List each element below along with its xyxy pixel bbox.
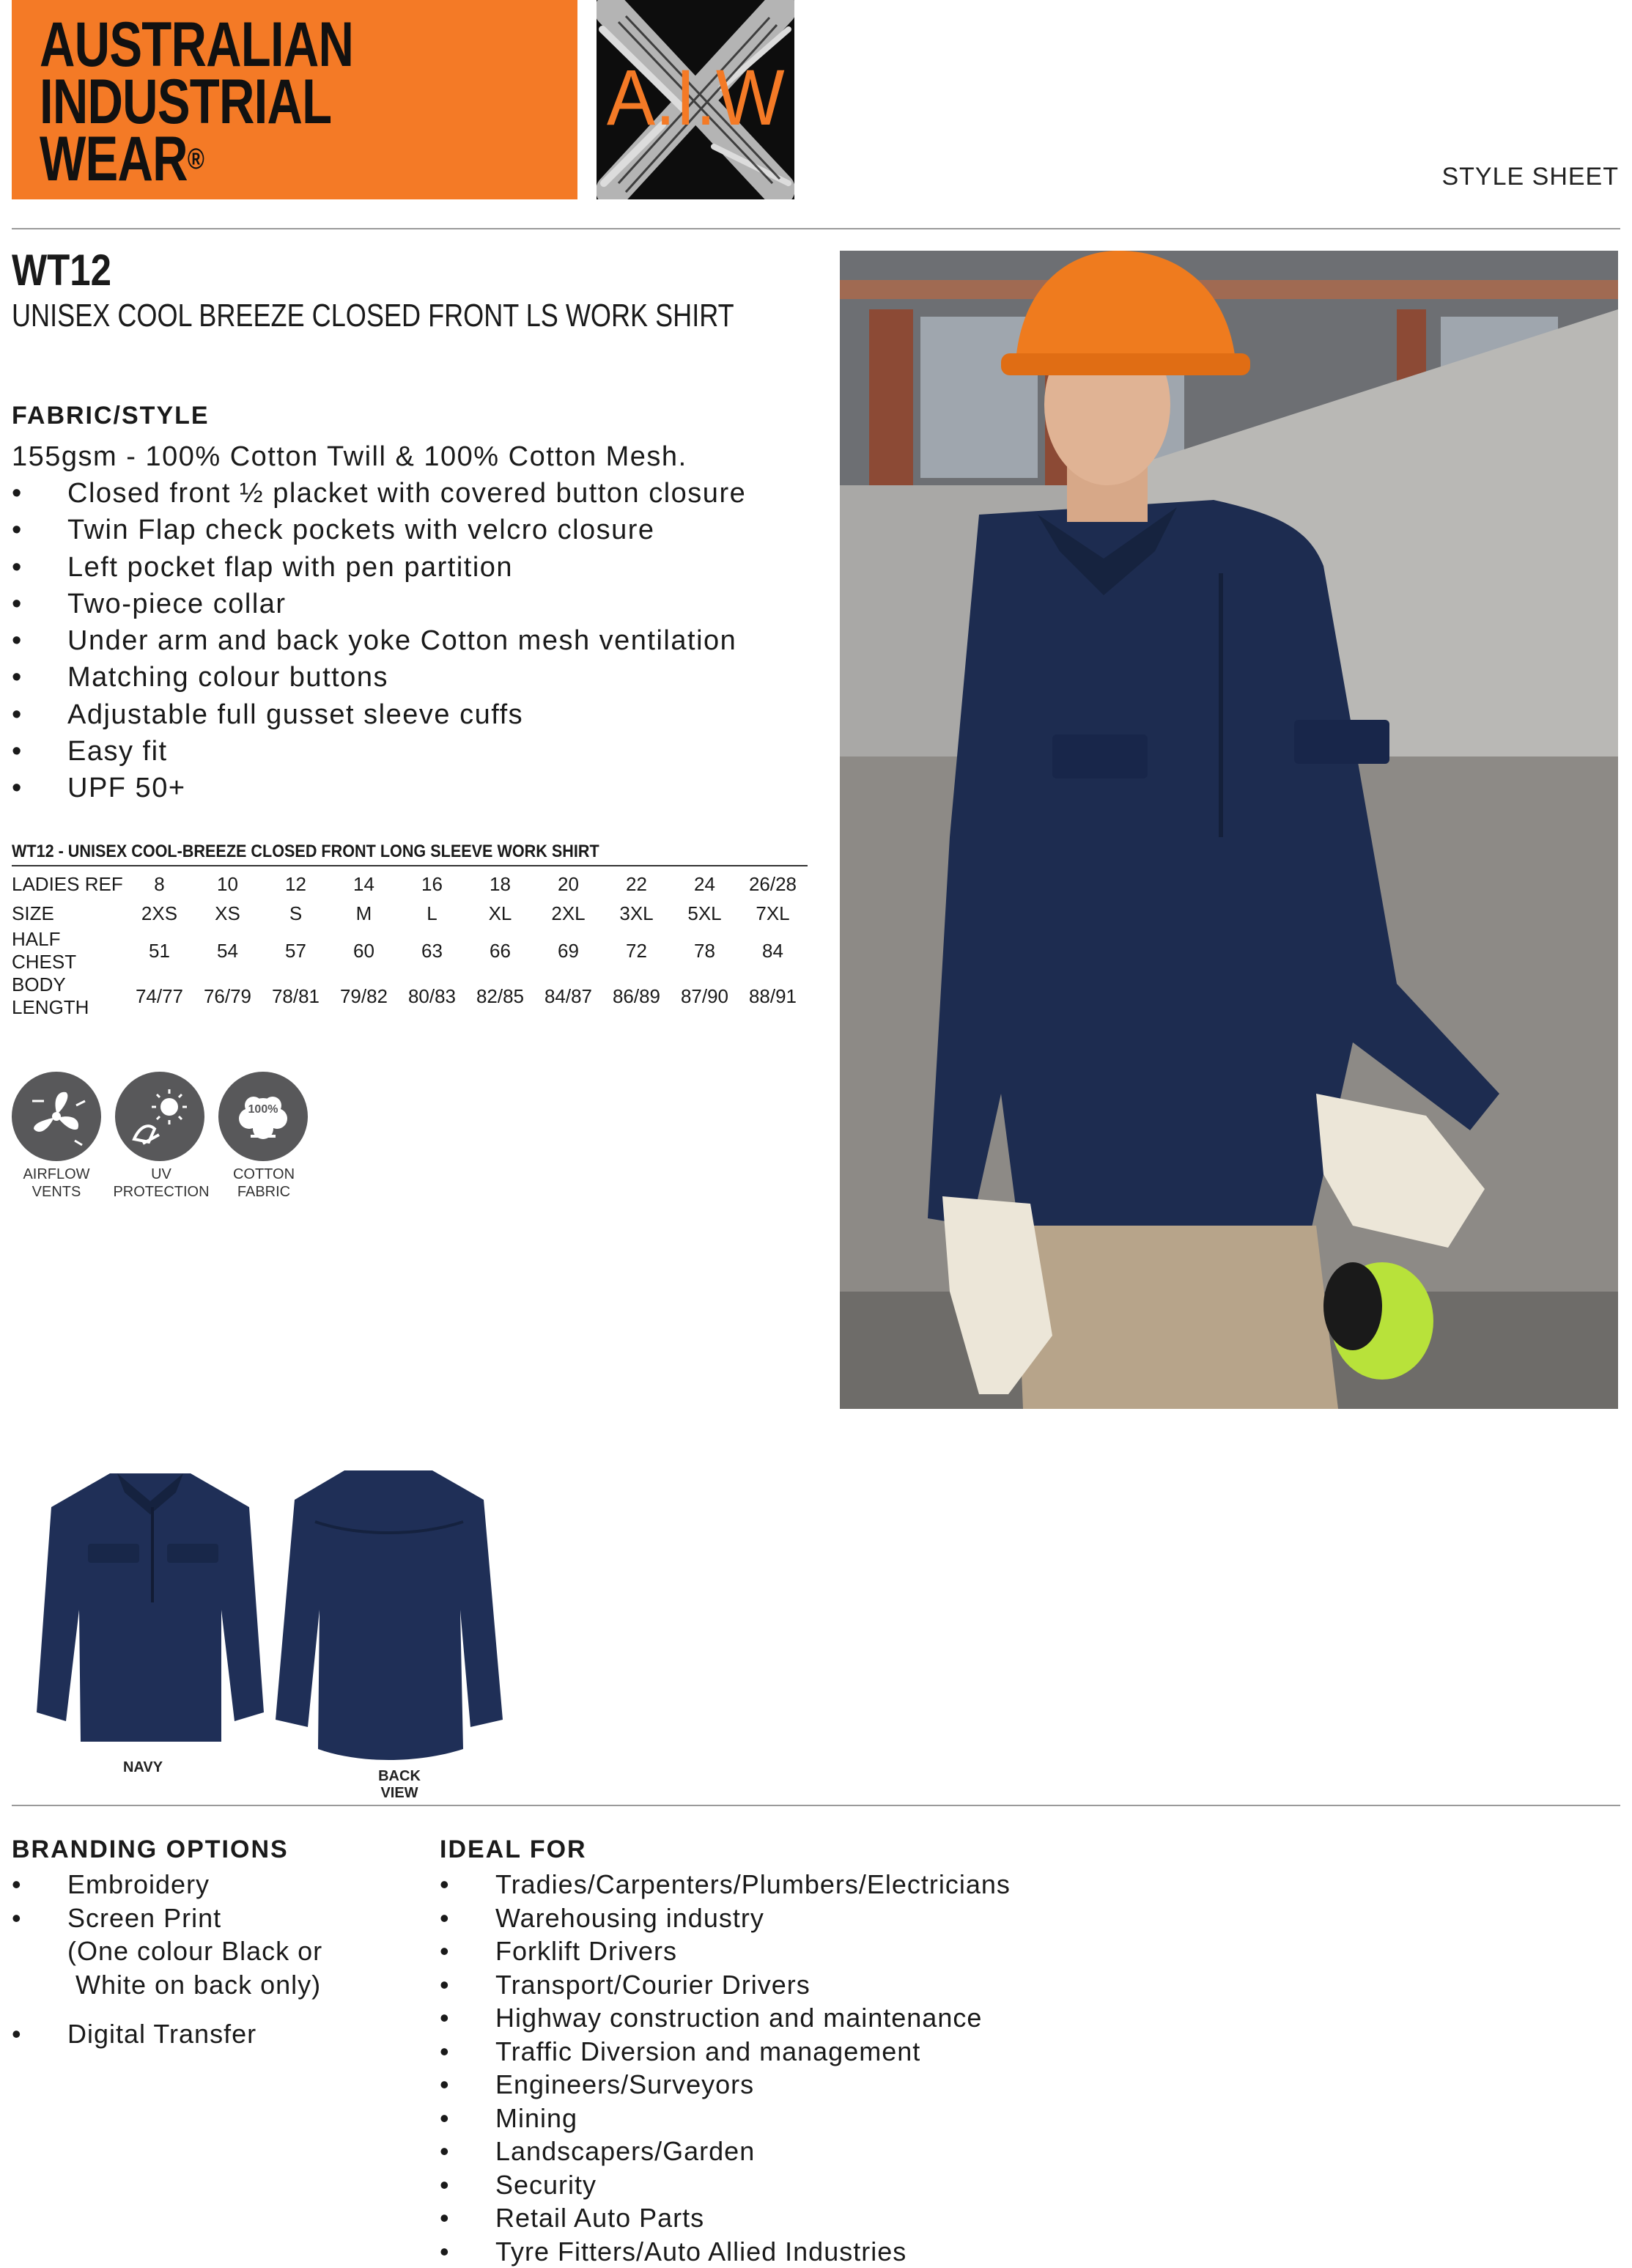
section-divider [12,1805,1620,1806]
cotton-badge: 100% [248,1103,278,1116]
colourway-label-navy: NAVY [110,1759,176,1776]
shirt-back-thumbnail [271,1463,506,1762]
product-name: UNISEX COOL BREEZE CLOSED FRONT LS WORK SHIRT [12,298,734,334]
style-sheet-label: STYLE SHEET [1441,163,1619,191]
cotton-100-icon [218,1072,308,1161]
product-code: WT12 [12,245,111,295]
list-item: • Highway construction and maintenance [440,2001,1011,2035]
size-chart-table [12,869,807,1019]
list-item: • Easy fit [12,733,746,770]
header-divider [12,228,1620,229]
table-cell: S [262,899,330,928]
table-cell: 60 [330,928,398,973]
table-row [12,928,807,973]
list-item: • Retail Auto Parts [440,2201,1011,2235]
table-cell: 84/87 [534,973,602,1019]
table-cell: 57 [262,928,330,973]
list-item: • Landscapers/Garden [440,2135,1011,2168]
table-cell: 69 [534,928,602,973]
ideal-for-list [440,1868,1011,2268]
list-item: • Warehousing industry [440,1901,1011,1935]
table-cell: 5XL [671,899,739,928]
list-item: • Tyre Fitters/Auto Allied Industries [440,2235,1011,2268]
brand-logo-box [12,0,577,199]
aiw-logo [597,0,794,199]
table-cell: XL [466,899,534,928]
table-cell: 79/82 [330,973,398,1019]
list-item: • Security [440,2168,1011,2202]
table-cell: 66 [466,928,534,973]
list-item: • Two-piece collar [12,586,746,622]
table-cell: 22 [602,869,671,899]
table-cell: 18 [466,869,534,899]
logo-text: A.I.W [607,53,785,141]
table-cell: 14 [330,869,398,899]
list-item: • Left pocket flap with pen partition [12,549,746,586]
list-item: • Mining [440,2102,1011,2135]
table-cell: 74/77 [125,973,193,1019]
list-item: • Matching colour buttons [12,659,746,696]
list-item: • Tradies/Carpenters/Plumbers/Electricians [440,1868,1011,1901]
table-cell: 3XL [602,899,671,928]
table-cell: 78 [671,928,739,973]
size-chart-title: WT12 - UNISEX COOL-BREEZE CLOSED FRONT LONG SLEEVE WORK SHIRT [12,842,599,862]
list-item: • UPF 50+ [12,770,746,806]
brand-line-2: INDUSTRIAL [40,73,331,130]
table-cell: 10 [193,869,262,899]
table-row [12,869,807,899]
table-cell: XS [193,899,262,928]
table-cell: 84 [739,928,807,973]
uv-label: UV PROTECTION [103,1166,220,1201]
table-cell: 20 [534,869,602,899]
table-cell: 87/90 [671,973,739,1019]
feature-list [12,475,746,807]
table-cell: 72 [602,928,671,973]
table-cell: 88/91 [739,973,807,1019]
table-row [12,973,807,1019]
table-cell: M [330,899,398,928]
airflow-fan-icon [12,1072,101,1161]
row-label: SIZE [12,899,125,928]
list-item: • Under arm and back yoke Cotton mesh ventilation [12,622,746,659]
table-cell: 24 [671,869,739,899]
colourway-label-back: BACK VIEW [359,1768,440,1802]
model-photo [840,251,1618,1409]
list-item: • Embroidery [12,1868,322,1901]
fabric-lead: 155gsm - 100% Cotton Twill & 100% Cotton Mesh. [12,441,687,473]
brand-line-1: AUSTRALIAN [40,16,353,73]
list-item: • Engineers/Surveyors [440,2068,1011,2102]
table-cell: 51 [125,928,193,973]
uv-sun-icon [115,1072,204,1161]
branding-list [12,1868,322,2051]
table-cell: 2XS [125,899,193,928]
list-item: • Forklift Drivers [440,1934,1011,1968]
table-row [12,899,807,928]
table-cell: 7XL [739,899,807,928]
fabric-heading: FABRIC/STYLE [12,402,210,430]
list-item: • Screen Print (One colour Black or White on back only) [12,1901,322,2002]
branding-heading: BRANDING OPTIONS [12,1836,289,1864]
shirt-front-thumbnail [29,1463,271,1750]
row-label: LADIES REF [12,869,125,899]
table-cell: 78/81 [262,973,330,1019]
list-item: • Twin Flap check pockets with velcro closure [12,512,746,548]
list-item: • Closed front ½ placket with covered button closure [12,475,746,512]
table-cell: 8 [125,869,193,899]
x-brush-icon [597,0,794,199]
brand-line-3: WEAR® [40,130,204,188]
row-label: BODY LENGTH [12,973,125,1019]
table-cell: 63 [398,928,466,973]
list-item: • Transport/Courier Drivers [440,1968,1011,2002]
table-cell: 80/83 [398,973,466,1019]
table-cell: 76/79 [193,973,262,1019]
table-cell: 86/89 [602,973,671,1019]
list-item: • Digital Transfer [12,2017,322,2051]
row-label: HALF CHEST [12,928,125,973]
table-cell: 16 [398,869,466,899]
table-cell: 2XL [534,899,602,928]
airflow-label: AIRFLOW VENTS [7,1166,106,1201]
cotton-label: COTTON FABRIC [208,1166,320,1201]
table-cell: 26/28 [739,869,807,899]
size-chart-rule [12,865,808,866]
list-item: • Traffic Diversion and management [440,2035,1011,2069]
table-cell: L [398,899,466,928]
list-item: • Adjustable full gusset sleeve cuffs [12,696,746,733]
ideal-for-heading: IDEAL FOR [440,1836,587,1864]
table-cell: 12 [262,869,330,899]
table-cell: 82/85 [466,973,534,1019]
table-cell: 54 [193,928,262,973]
